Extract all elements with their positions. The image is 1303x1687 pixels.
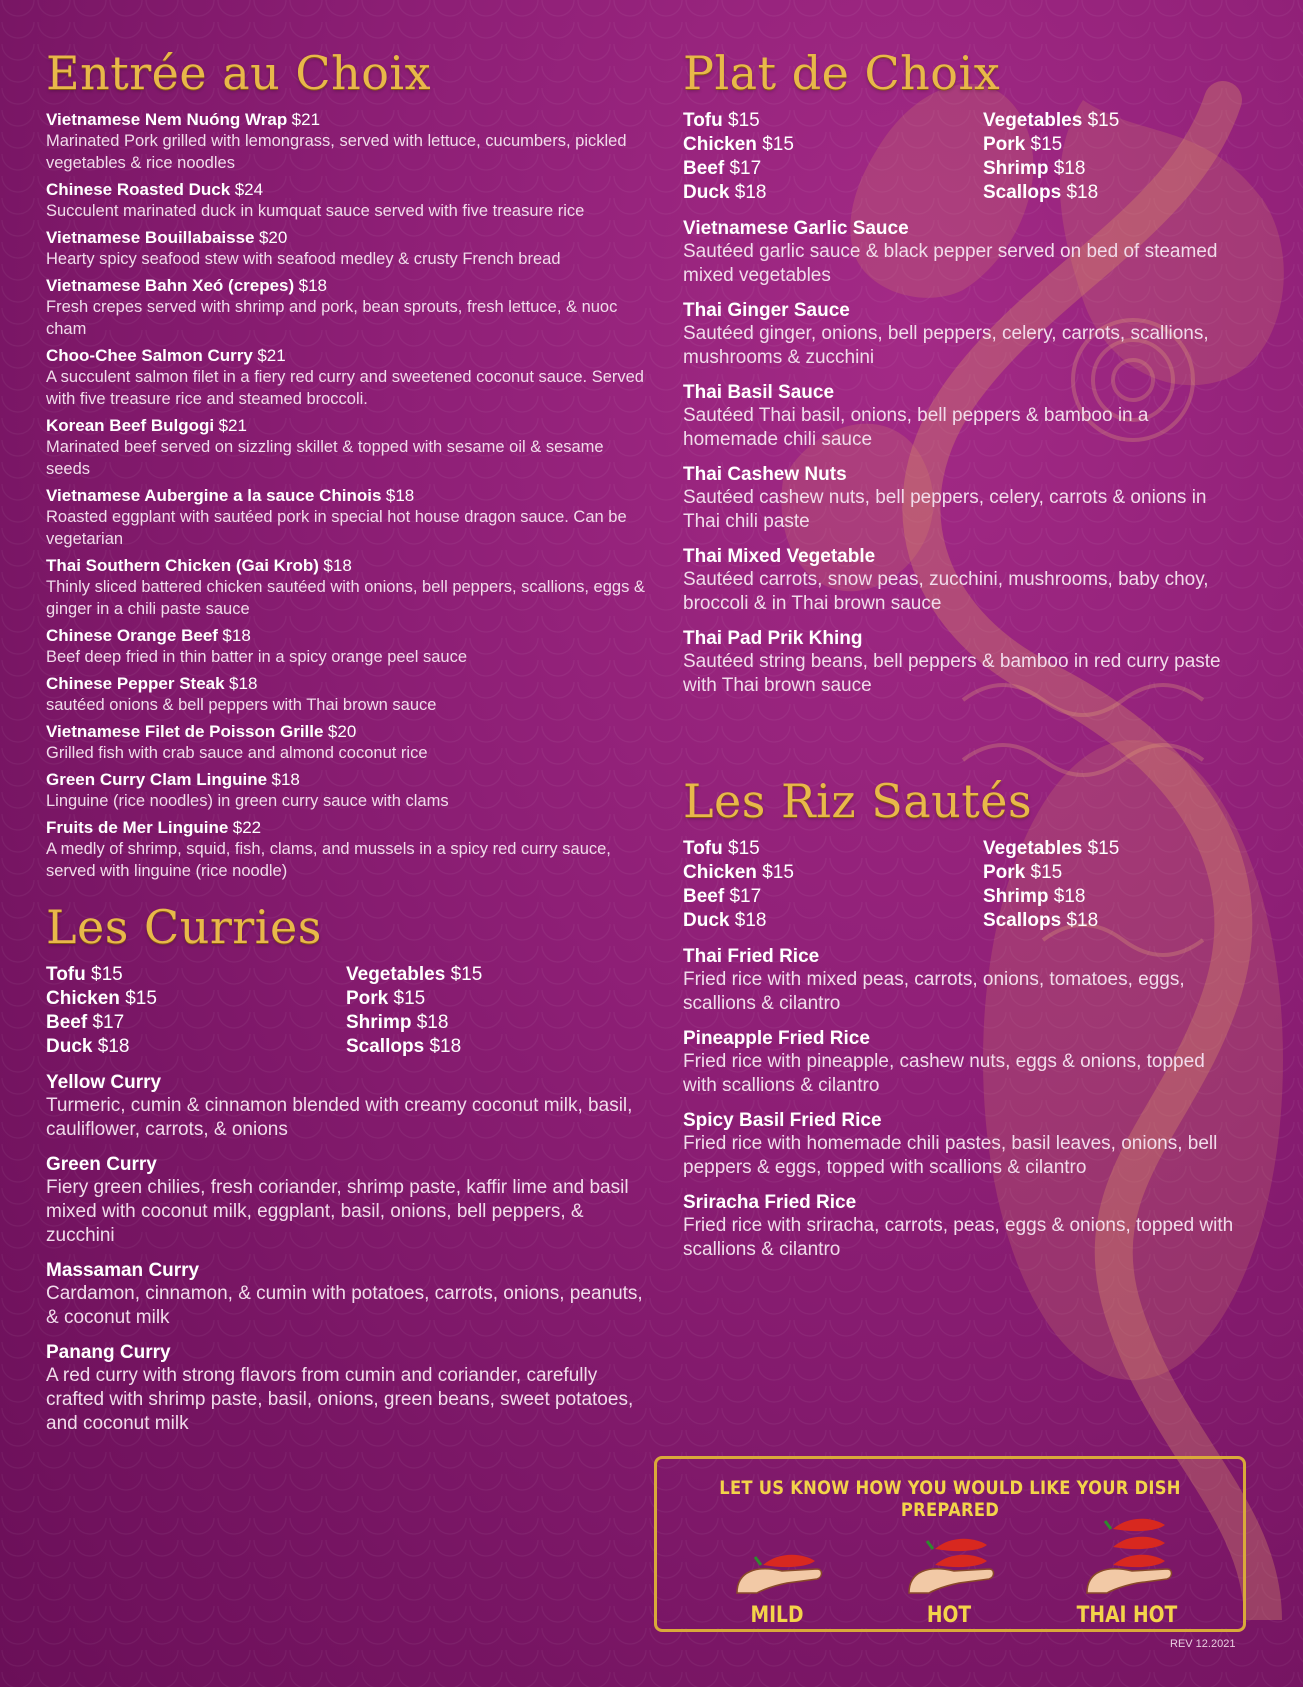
spice-label-mild: MILD <box>750 1603 804 1628</box>
menu-item-header <box>46 110 646 130</box>
menu-item <box>683 300 1243 370</box>
protein-name: Duck <box>46 1036 93 1057</box>
menu-item-description: Sautéed garlic sauce & black pepper served on bed of steamed mixed vegetables <box>683 241 1218 286</box>
protein-price: $15 <box>1030 134 1063 155</box>
menu-item <box>46 1072 646 1142</box>
menu-item-description: Fried rice with homemade chili pastes, basil leaves, onions, bell peppers & eggs, topped with scallions & cilantro <box>683 1133 1218 1178</box>
three-chili-hand-icon <box>1077 1501 1177 1601</box>
protein-price: $17 <box>92 1012 125 1033</box>
menu-item-price: $20 <box>327 722 357 741</box>
protein-price: $15 <box>728 838 760 859</box>
menu-item <box>46 276 646 340</box>
protein-price: $18 <box>1066 182 1099 203</box>
menu-item-header <box>683 1110 1243 1132</box>
menu-item-name: Pineapple Fried Rice <box>683 1028 870 1049</box>
menu-item-name: Green Curry Clam Linguine <box>46 770 268 789</box>
menu-item <box>46 486 646 550</box>
protein-option <box>683 886 983 908</box>
plat-protein-grid <box>683 110 1243 204</box>
menu-item <box>46 626 646 668</box>
protein-option <box>983 910 1283 932</box>
menu-item-header <box>683 300 1243 322</box>
menu-item-description: Fried rice with mixed peas, carrots, onions, tomatoes, eggs, scallions & cilantro <box>683 969 1185 1014</box>
menu-item-description: Marinated Pork grilled with lemongrass, served with lettuce, cucumbers, pickled vegetables & rice noodles <box>46 132 627 172</box>
protein-name: Beef <box>683 158 725 179</box>
protein-name: Shrimp <box>983 886 1049 907</box>
revision-note: REV 12.2021 <box>1170 1638 1236 1650</box>
protein-name: Tofu <box>683 110 723 131</box>
menu-item-description: Marinated beef served on sizzling skillet & topped with sesame oil & sesame seeds <box>46 438 604 478</box>
menu-item-name: Thai Basil Sauce <box>683 382 835 403</box>
protein-option <box>683 838 983 860</box>
protein-price: $18 <box>734 182 767 203</box>
protein-option <box>346 988 646 1010</box>
protein-price: $15 <box>1087 110 1120 131</box>
menu-item-description: Hearty spicy seafood stew with seafood medley & crusty French bread <box>46 250 561 268</box>
menu-item-header <box>46 1342 646 1364</box>
menu-item-header <box>46 346 646 366</box>
protein-price: $15 <box>762 862 794 883</box>
menu-item <box>683 464 1243 534</box>
protein-price: $17 <box>729 886 762 907</box>
menu-item-header <box>683 382 1243 404</box>
protein-name: Tofu <box>46 964 86 985</box>
menu-item <box>683 382 1243 452</box>
menu-item-price: $18 <box>323 556 352 575</box>
menu-item-name: Vietnamese Aubergine a la sauce Chinois <box>46 486 382 505</box>
spice-level-mild <box>717 1521 837 1628</box>
menu-item-price: $21 <box>218 416 247 435</box>
riz-heading: Les Riz Sautés <box>683 774 1033 828</box>
protein-option <box>46 1036 346 1058</box>
protein-name: Pork <box>983 134 1026 155</box>
menu-item-header <box>46 276 646 296</box>
menu-item-name: Sriracha Fried Rice <box>683 1192 857 1213</box>
menu-item-description: Thinly sliced battered chicken sautéed with onions, bell peppers, scallions, eggs & ginger in a chili paste sauce <box>46 578 645 618</box>
left-column <box>46 46 646 1448</box>
menu-item-price: $18 <box>271 770 300 789</box>
protein-option <box>983 886 1283 908</box>
menu-item-header <box>46 556 646 576</box>
menu-item-name: Thai Mixed Vegetable <box>683 546 876 567</box>
curries-protein-grid <box>46 964 646 1058</box>
menu-item <box>46 1154 646 1248</box>
protein-option <box>983 158 1283 180</box>
protein-price: $15 <box>762 134 794 155</box>
protein-price: $15 <box>125 988 157 1009</box>
protein-name: Vegetables <box>346 964 446 985</box>
menu-item-name: Thai Cashew Nuts <box>683 464 847 485</box>
two-chili-hand-icon <box>899 1521 999 1601</box>
menu-item-description: Cardamon, cinnamon, & cumin with potatoes, carrots, onions, peanuts, & coconut milk <box>46 1283 643 1328</box>
spice-label-hot: HOT <box>926 1603 972 1628</box>
plat-heading: Plat de Choix <box>683 46 1001 100</box>
protein-option <box>983 134 1283 156</box>
menu-item-description: Sautéed Thai basil, onions, bell peppers & bamboo in a homemade chili sauce <box>683 405 1149 450</box>
menu-item <box>683 1192 1243 1262</box>
menu-item-description: Fried rice with sriracha, carrots, peas, eggs & onions, topped with scallions & cilantro <box>683 1215 1234 1260</box>
menu-item-description: Sautéed cashew nuts, bell peppers, celery, carrots & onions in Thai chili paste <box>683 487 1207 532</box>
menu-item-name: Massaman Curry <box>46 1260 200 1281</box>
menu-item-name: Choo-Chee Salmon Curry <box>46 346 253 365</box>
spice-level-hot <box>889 1521 1009 1628</box>
protein-option <box>346 964 646 986</box>
menu-item-price: $18 <box>385 486 415 505</box>
menu-item-name: Vietnamese Bahn Xeó (crepes) <box>46 276 295 295</box>
menu-item-description: Fiery green chilies, fresh coriander, shrimp paste, kaffir lime and basil mixed with coconut milk, eggplant, basil, onions, bell peppers, & zucchini <box>46 1177 629 1246</box>
menu-item-name: Thai Fried Rice <box>683 946 820 967</box>
menu-item-description: Grilled fish with crab sauce and almond coconut rice <box>46 744 428 762</box>
menu-item-description: Sautéed ginger, onions, bell peppers, celery, carrots, scallions, mushrooms & zucchini <box>683 323 1209 368</box>
menu-item-name: Vietnamese Nem Nuóng Wrap <box>46 110 288 129</box>
menu-item-name: Fruits de Mer Linguine <box>46 818 229 837</box>
menu-item-header <box>46 228 646 248</box>
menu-item-name: Vietnamese Filet de Poisson Grille <box>46 722 324 741</box>
protein-option <box>46 1012 346 1034</box>
protein-name: Pork <box>346 988 389 1009</box>
menu-item-header <box>683 218 1243 240</box>
riz-list <box>683 946 1243 1262</box>
entree-heading: Entrée au Choix <box>46 46 432 100</box>
protein-name: Chicken <box>683 134 757 155</box>
protein-option <box>683 134 983 156</box>
menu-item-header <box>46 416 646 436</box>
menu-item-header <box>683 464 1243 486</box>
protein-option <box>46 964 346 986</box>
one-chili-hand-icon <box>727 1521 827 1601</box>
protein-price: $18 <box>97 1036 130 1057</box>
menu-item-header <box>46 818 646 838</box>
menu-item <box>46 770 646 812</box>
protein-option <box>983 838 1283 860</box>
spice-label-thai-hot: THAI HOT <box>1076 1603 1178 1628</box>
menu-item-header <box>46 1154 646 1176</box>
menu-item-description: Sautéed string beans, bell peppers & bamboo in red curry paste with Thai brown sauce <box>683 651 1221 696</box>
protein-name: Scallops <box>983 182 1062 203</box>
menu-item-name: Chinese Pepper Steak <box>46 674 225 693</box>
protein-name: Chicken <box>683 862 757 883</box>
menu-item <box>46 1342 646 1436</box>
protein-option <box>983 862 1283 884</box>
curries-list <box>46 1072 646 1436</box>
spice-box-title: LET US KNOW HOW YOU WOULD LIKE YOUR DISH PREPARED <box>719 1477 1181 1521</box>
protein-option <box>346 1012 646 1034</box>
menu-item-price: $18 <box>298 276 328 295</box>
menu-item-name: Thai Southern Chicken (Gai Krob) <box>46 556 319 575</box>
protein-price: $15 <box>1030 862 1063 883</box>
spice-level-box <box>654 1456 1246 1632</box>
protein-option <box>346 1036 646 1058</box>
menu-item-header <box>46 770 646 790</box>
protein-name: Shrimp <box>983 158 1049 179</box>
menu-item-name: Yellow Curry <box>46 1072 162 1093</box>
plat-list <box>683 218 1243 698</box>
menu-item-header <box>683 1028 1243 1050</box>
protein-name: Pork <box>983 862 1026 883</box>
menu-item-description: Succulent marinated duck in kumquat sauce served with five treasure rice <box>46 202 585 220</box>
menu-item-description: Turmeric, cumin & cinnamon blended with creamy coconut milk, basil, cauliflower, carrots, & onions <box>46 1095 633 1140</box>
menu-item-header <box>46 722 646 742</box>
menu-item-name: Vietnamese Garlic Sauce <box>683 218 909 239</box>
protein-name: Beef <box>683 886 725 907</box>
protein-option <box>983 182 1283 204</box>
menu-item-description: A succulent salmon filet in a fiery red curry and sweetened coconut sauce. Served with five treasure rice and steamed broccoli. <box>46 368 644 408</box>
menu-item <box>46 674 646 716</box>
menu-item-price: $20 <box>258 228 288 247</box>
protein-name: Shrimp <box>346 1012 412 1033</box>
menu-item-name: Chinese Roasted Duck <box>46 180 231 199</box>
menu-item-description: Beef deep fried in thin batter in a spicy orange peel sauce <box>46 648 468 666</box>
menu-item-description: Linguine (rice noodles) in green curry sauce with clams <box>46 792 449 810</box>
menu-item-price: $18 <box>229 674 258 693</box>
menu-item-description: Sautéed carrots, snow peas, zucchini, mushrooms, baby choy, broccoli & in Thai brown sauce <box>683 569 1209 614</box>
riz-protein-grid <box>683 838 1243 932</box>
menu-item-header <box>46 674 646 694</box>
protein-price: $15 <box>1087 838 1120 859</box>
menu-item <box>46 180 646 222</box>
menu-item <box>46 1260 646 1330</box>
menu-item-name: Spicy Basil Fried Rice <box>683 1110 882 1131</box>
menu-item-header <box>46 626 646 646</box>
menu-item <box>46 110 646 174</box>
menu-item-name: Green Curry <box>46 1154 157 1175</box>
menu-item <box>683 546 1243 616</box>
menu-item <box>683 946 1243 1016</box>
protein-option <box>683 182 983 204</box>
protein-price: $15 <box>393 988 426 1009</box>
menu-item-header <box>683 628 1243 650</box>
menu-item-header <box>46 1260 646 1282</box>
menu-item-description: A medly of shrimp, squid, fish, clams, and mussels in a spicy red curry sauce, served with linguine (rice noodle) <box>46 840 611 880</box>
menu-item <box>46 818 646 882</box>
menu-item-price: $22 <box>232 818 262 837</box>
menu-item-price: $21 <box>291 110 321 129</box>
protein-price: $18 <box>416 1012 449 1033</box>
menu-item-header <box>46 180 646 200</box>
protein-price: $15 <box>91 964 123 985</box>
menu-item-name: Chinese Orange Beef <box>46 626 218 645</box>
menu-item-price: $24 <box>234 180 264 199</box>
protein-price: $18 <box>734 910 767 931</box>
menu-item <box>46 228 646 270</box>
protein-price: $15 <box>728 110 760 131</box>
protein-name: Scallops <box>346 1036 425 1057</box>
menu-item-name: Panang Curry <box>46 1342 171 1363</box>
menu-item-name: Korean Beef Bulgogi <box>46 416 215 435</box>
menu-item-description: Fresh crepes served with shrimp and pork, bean sprouts, fresh lettuce, & nuoc cham <box>46 298 618 338</box>
protein-price: $18 <box>1066 910 1099 931</box>
menu-item <box>46 346 646 410</box>
menu-item-name: Vietnamese Bouillabaisse <box>46 228 255 247</box>
protein-name: Beef <box>46 1012 88 1033</box>
menu-item-price: $18 <box>222 626 251 645</box>
menu-item-description: sautéed onions & bell peppers with Thai brown sauce <box>46 696 437 714</box>
protein-option <box>683 862 983 884</box>
protein-price: $18 <box>429 1036 462 1057</box>
protein-name: Chicken <box>46 988 120 1009</box>
protein-option <box>683 158 983 180</box>
menu-item-description: Roasted eggplant with sautéed pork in special hot house dragon sauce. Can be vegetarian <box>46 508 627 548</box>
menu-item-header <box>683 546 1243 568</box>
menu-item-header <box>683 1192 1243 1214</box>
protein-price: $17 <box>729 158 762 179</box>
right-column <box>683 46 1243 1274</box>
protein-name: Tofu <box>683 838 723 859</box>
protein-price: $15 <box>450 964 483 985</box>
protein-name: Vegetables <box>983 838 1083 859</box>
menu-item-name: Thai Ginger Sauce <box>683 300 850 321</box>
protein-price: $18 <box>1053 886 1086 907</box>
protein-price: $18 <box>1053 158 1086 179</box>
protein-option <box>46 988 346 1010</box>
protein-option <box>983 110 1283 132</box>
spice-level-thai-hot <box>1057 1501 1197 1628</box>
menu-item <box>683 218 1243 288</box>
menu-item-description: Fried rice with pineapple, cashew nuts, eggs & onions, topped with scallions & cilantro <box>683 1051 1205 1096</box>
protein-option <box>683 110 983 132</box>
protein-name: Scallops <box>983 910 1062 931</box>
protein-name: Duck <box>683 182 730 203</box>
menu-item <box>46 556 646 620</box>
protein-name: Duck <box>683 910 730 931</box>
menu-item-header <box>46 486 646 506</box>
menu-item <box>46 416 646 480</box>
menu-item <box>46 722 646 764</box>
protein-name: Vegetables <box>983 110 1083 131</box>
entree-list <box>46 110 646 882</box>
curries-heading: Les Curries <box>46 900 322 954</box>
menu-item <box>683 628 1243 698</box>
menu-item-name: Thai Pad Prik Khing <box>683 628 863 649</box>
menu-item <box>683 1110 1243 1180</box>
menu-item-header <box>683 946 1243 968</box>
menu-item-header <box>46 1072 646 1094</box>
menu-item-price: $21 <box>257 346 286 365</box>
menu-item-description: A red curry with strong flavors from cumin and coriander, carefully crafted with shrimp paste, basil, onions, green beans, sweet potatoes, and coconut milk <box>46 1365 634 1434</box>
protein-option <box>683 910 983 932</box>
menu-item <box>683 1028 1243 1098</box>
